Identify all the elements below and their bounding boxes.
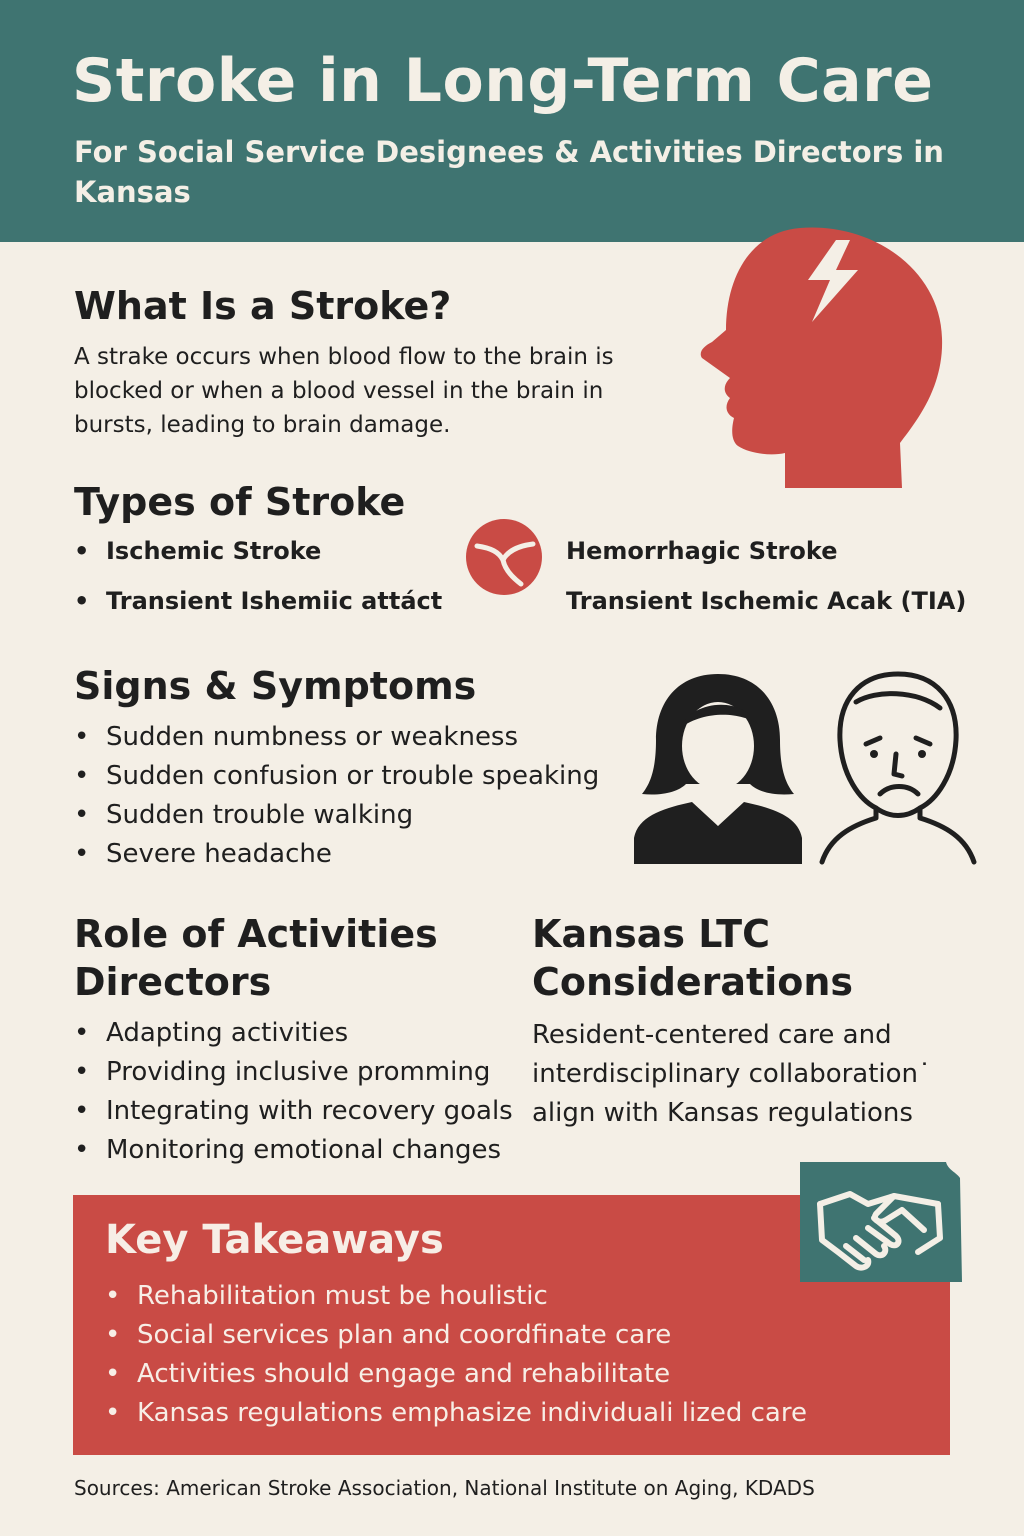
- types-left-list: [74, 526, 442, 626]
- kansas-text: Resident-centered care and interdisciplinary collaboration˙ align with Kansas regulations: [532, 1020, 932, 1128]
- sources-text: Sources: American Stroke Association, National Institute on Aging, KDADS: [74, 1476, 815, 1500]
- list-item: • Rehabilitation must be houlistic: [105, 1277, 935, 1316]
- types-item: • Ischemic Stroke: [74, 537, 322, 565]
- what-is-text: A strake occurs when blood flow to the brain is blocked or when a blood vessel in the brain in bursts, leading to brain damage.: [74, 344, 614, 438]
- list-item: • Social services plan and coordfinate care: [105, 1316, 935, 1355]
- takeaways-heading: Key Takeaways: [105, 1217, 444, 1263]
- what-is-heading: What Is a Stroke?: [74, 284, 452, 328]
- list-item: • Providing inclusive promming: [74, 1053, 524, 1092]
- kansas-section: [532, 910, 972, 1133]
- page-subtitle: For Social Service Designees & Activities Directors in Kansas: [74, 135, 944, 209]
- woman-icon: [628, 666, 808, 866]
- signs-heading: Signs & Symptoms: [74, 664, 477, 708]
- sad-man-icon: [816, 668, 980, 866]
- role-section: [74, 910, 524, 1170]
- list-item: • Sudden numbness or weakness: [74, 718, 654, 757]
- list-item: • Adapting activities: [74, 1014, 524, 1053]
- list-item: • Activities should engage and rehabilitate: [105, 1355, 935, 1394]
- signs-list: [74, 718, 654, 874]
- types-right-list: [566, 526, 966, 626]
- blood-vessel-icon: [465, 518, 543, 596]
- types-heading: Types of Stroke: [74, 480, 406, 524]
- handshake-icon: [798, 1160, 968, 1284]
- types-item: Transient Ischemic Acak (TIA): [566, 587, 967, 615]
- signs-section: [74, 662, 654, 874]
- types-item: Hemorrhagic Stroke: [566, 537, 838, 565]
- what-is-section: [74, 282, 674, 442]
- role-list: [74, 1014, 524, 1170]
- role-heading: Role of Activities Directors: [74, 912, 438, 1004]
- kansas-heading: Kansas LTC Considerations: [532, 912, 854, 1004]
- list-item: • Integrating with recovery goals: [74, 1092, 524, 1131]
- list-item: • Monitoring emotional changes: [74, 1131, 524, 1170]
- list-item: • Kansas regulations emphasize individuali lized care: [105, 1394, 935, 1433]
- takeaways-list: [105, 1277, 935, 1433]
- page-title: Stroke in Long-Term Care: [72, 46, 934, 116]
- list-item: • Sudden trouble walking: [74, 796, 654, 835]
- types-item: • Transient Ishemiic attáct: [74, 587, 443, 615]
- list-item: • Sudden confusion or trouble speaking: [74, 757, 654, 796]
- list-item: • Severe headache: [74, 835, 654, 874]
- head-lightning-icon: [690, 218, 950, 490]
